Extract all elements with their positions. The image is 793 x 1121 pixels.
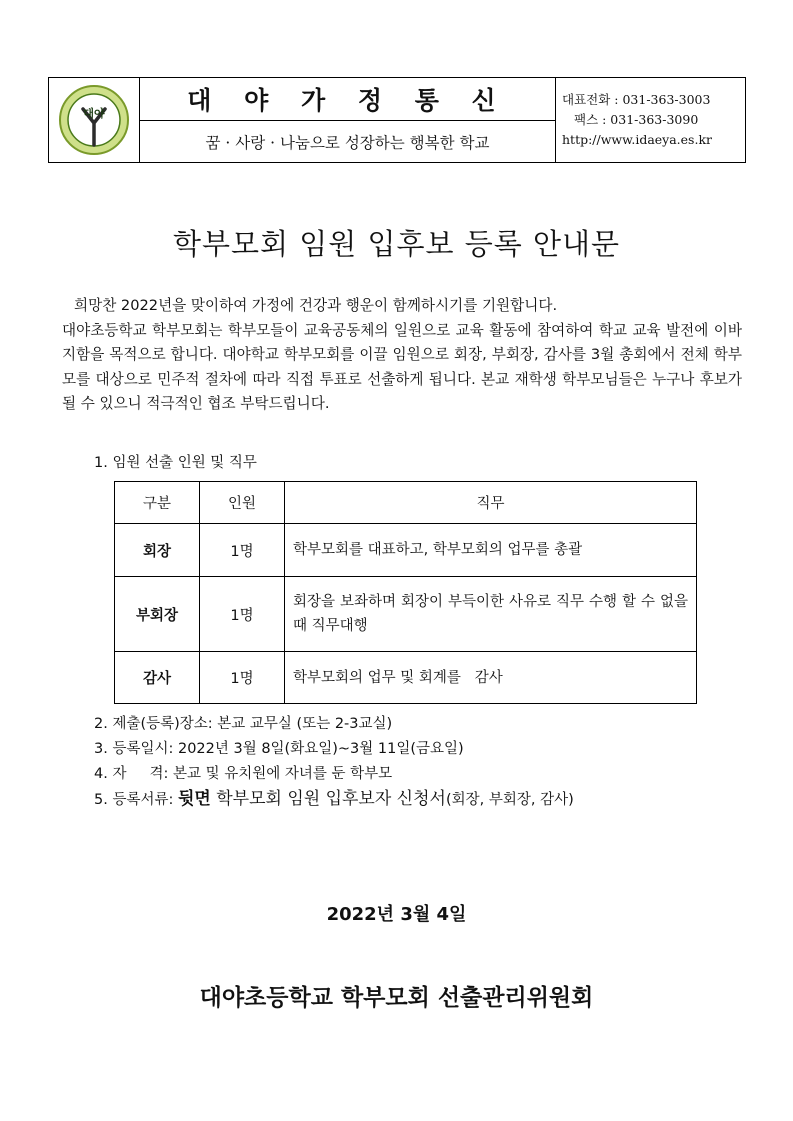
duty-cell: 학부모회를 대표하고, 학부모회의 업무를 총괄 — [285, 524, 697, 577]
role-cell: 회장 — [115, 524, 200, 577]
count-cell: 1명 — [200, 524, 285, 577]
website-link[interactable]: http://www.idaeya.es.kr — [562, 132, 712, 147]
role-cell: 감사 — [115, 652, 200, 704]
header-inwon: 인원 — [200, 482, 285, 524]
submission-place: 2. 제출(등록)장소: 본교 교무실 (또는 2-3교실) — [94, 716, 393, 732]
intro-text — [62, 294, 742, 417]
school-logo-icon — [57, 83, 131, 157]
header-gubun: 구분 — [115, 482, 200, 524]
header-duty: 직무 — [285, 482, 697, 524]
documents-label: 5. 등록서류: — [94, 792, 178, 808]
fax-number: 팩스 : 031-363-3090 — [574, 112, 699, 127]
issuing-committee: 대야초등학교 학부모회 선출관리위원회 — [199, 985, 594, 1011]
intro-paragraph: 대야초등학교 학부모회는 학부모들이 교육공동체의 일원으로 교육 활동에 참여하여 학교 교육 발전에 이바지함을 목적으로 합니다. 대야학교 학부모회를 이끌 임원으로 회장, 부회장, 감사를 3월 총회에서 전체 학부모를 대상으로 민주적 절차에 따라 직접 투표로 선출하게 됩니다. 본교 재학생 학부모님들은 누구나 후보가 될 수 있으니 적극적인 협조 부탁드립니다. — [62, 321, 743, 412]
officer-duties-table — [114, 481, 697, 704]
back-page-note: 뒷면 — [177, 789, 211, 809]
table-header-row — [115, 482, 697, 524]
school-logo — [49, 78, 140, 162]
count-cell: 1명 — [200, 652, 285, 704]
svg-text:대야: 대야 — [83, 107, 105, 120]
contact-info — [556, 78, 745, 162]
eligibility: 4. 자 격: 본교 및 유치원에 자녀를 둔 학부모 — [94, 766, 393, 782]
table-row — [115, 524, 697, 577]
school-motto: 꿈 · 사랑 · 나눔으로 성장하는 행복한 학교 — [205, 133, 490, 152]
role-cell: 부회장 — [115, 577, 200, 652]
positions-note: (회장, 부회장, 감사) — [445, 792, 574, 808]
greeting-line: 희망찬 2022년을 맞이하여 가정에 건강과 행운이 함께하시기를 기원합니다. — [74, 297, 558, 314]
application-form-name: 학부모회 임원 입후보자 신청서 — [210, 789, 446, 809]
registration-details — [94, 712, 574, 812]
registration-documents — [94, 787, 574, 812]
table-row — [115, 577, 697, 652]
registration-dates: 3. 등록일시: 2022년 3월 8일(화요일)~3월 11일(금요일) — [94, 741, 464, 757]
newsletter-header — [48, 77, 746, 163]
newsletter-title: 대 야 가 정 통 신 — [140, 78, 555, 121]
issue-date: 2022년 3월 4일 — [326, 904, 467, 925]
header-center — [140, 78, 556, 162]
table-row — [115, 652, 697, 704]
count-cell: 1명 — [200, 577, 285, 652]
duty-cell: 학부모회의 업무 및 회계를 감사 — [285, 652, 697, 704]
duty-cell: 회장을 보좌하며 회장이 부득이한 사유로 직무 수행 할 수 없을 때 직무대행 — [285, 577, 697, 652]
section-heading: 1. 임원 선출 인원 및 직무 — [94, 455, 257, 471]
document-title: 학부모회 임원 입후보 등록 안내문 — [172, 227, 621, 261]
phone-number: 대표전화 : 031-363-3003 — [562, 92, 711, 107]
